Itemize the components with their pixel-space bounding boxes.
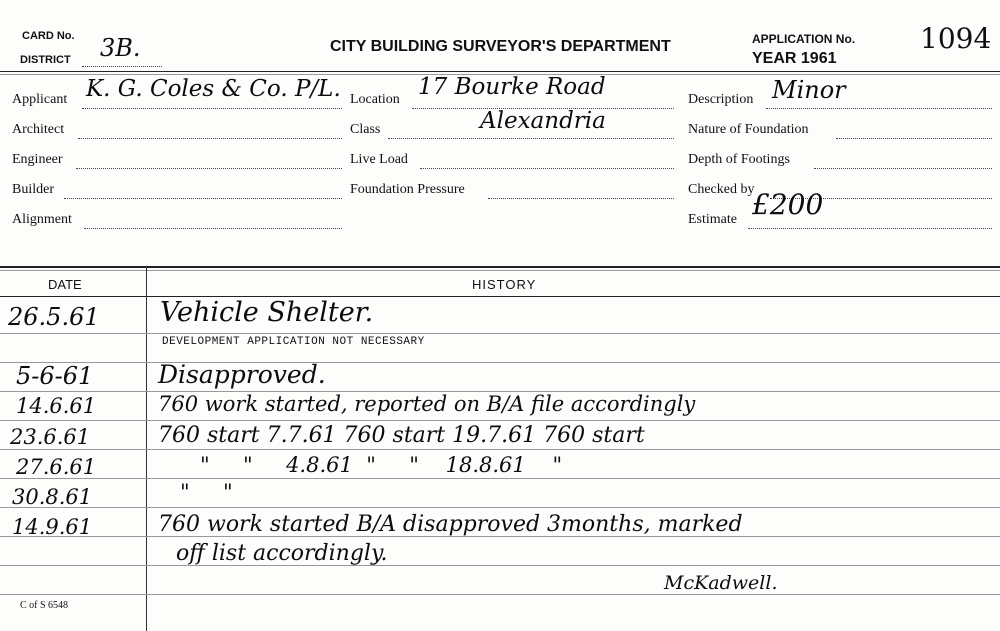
location-label: Location (350, 92, 400, 107)
ruled-line (0, 449, 1000, 450)
history-date: 30.8.61 (12, 485, 93, 509)
foundation-pressure-label: Foundation Pressure (350, 182, 465, 197)
depth-of-footings-line (814, 168, 992, 169)
history-entry: off list accordingly. (176, 541, 388, 566)
alignment-line (84, 228, 342, 229)
ruled-line (0, 594, 1000, 595)
estimate-line (748, 228, 992, 229)
builder-label: Builder (12, 182, 54, 197)
form-code: C of S 6548 (20, 600, 69, 611)
history-date: 5-6-61 (16, 362, 94, 390)
ruled-line (0, 420, 1000, 421)
description-line (766, 108, 992, 109)
history-entry: " " 4.8.61 " " 18.8.61 " (200, 453, 563, 477)
nature-of-foundation-line (836, 138, 992, 139)
history-top-rule (0, 266, 1000, 268)
year-label: YEAR 1961 (752, 50, 837, 67)
estimate-label: Estimate (688, 212, 737, 227)
foundation-pressure-line (488, 198, 674, 199)
history-stamp: DEVELOPMENT APPLICATION NOT NECESSARY (162, 336, 425, 348)
checked-by-label: Checked by (688, 182, 755, 197)
estimate-value: £200 (752, 188, 824, 221)
nature-of-foundation-label: Nature of Foundation (688, 122, 809, 137)
ruled-line (0, 362, 1000, 363)
applicant-line (82, 108, 342, 109)
architect-line (78, 138, 342, 139)
class-label: Class (350, 122, 381, 137)
applicant-label: Applicant (12, 92, 68, 107)
ruled-line (0, 478, 1000, 479)
builder-line (64, 198, 342, 199)
history-entry: 760 work started B/A disapproved 3months, marked (158, 512, 743, 537)
description-value: Minor (772, 76, 846, 104)
ruled-line (0, 333, 1000, 334)
history-entry: " " (180, 480, 233, 504)
history-entry: 760 work started, reported on B/A file accordingly (158, 392, 696, 416)
ruled-line (0, 565, 1000, 566)
history-top-rule-inner (0, 270, 1000, 271)
application-label: APPLICATION No. (752, 32, 856, 46)
description-label: Description (688, 92, 754, 107)
location-value-line1: 17 Bourke Road (418, 74, 606, 100)
department-title: CITY BUILDING SURVEYOR'S DEPARTMENT (330, 38, 671, 55)
history-entry: 760 start 7.7.61 760 start 19.7.61 760 start (158, 423, 645, 448)
district-line (82, 66, 162, 67)
history-date: 26.5.61 (8, 303, 100, 331)
header-divider (0, 71, 1000, 72)
history-header-rule (0, 296, 1000, 297)
live-load-line (420, 168, 674, 169)
application-number: 1094 (920, 22, 992, 55)
history-entry: Disapproved. (158, 360, 326, 389)
history-date: 23.6.61 (10, 425, 91, 449)
location-value-line2: Alexandria (480, 108, 606, 134)
card-no-label: CARD No. (22, 30, 75, 42)
signature: McKadwell. (664, 572, 778, 594)
depth-of-footings-label: Depth of Footings (688, 152, 790, 167)
engineer-line (76, 168, 342, 169)
history-date: 27.6.61 (16, 455, 97, 479)
live-load-label: Live Load (350, 152, 408, 167)
alignment-label: Alignment (12, 212, 72, 227)
class-line (388, 138, 674, 139)
engineer-label: Engineer (12, 152, 63, 167)
district-label: DISTRICT (20, 54, 71, 66)
applicant-value: K. G. Coles & Co. P/L. (86, 76, 341, 102)
history-date: 14.9.61 (12, 515, 93, 539)
history-header: HISTORY (472, 277, 537, 292)
history-date: 14.6.61 (16, 394, 97, 418)
date-header: DATE (48, 277, 82, 292)
district-value: 3B. (100, 34, 141, 62)
ruled-line (0, 507, 1000, 508)
architect-label: Architect (12, 122, 65, 137)
history-entry: Vehicle Shelter. (160, 297, 374, 328)
